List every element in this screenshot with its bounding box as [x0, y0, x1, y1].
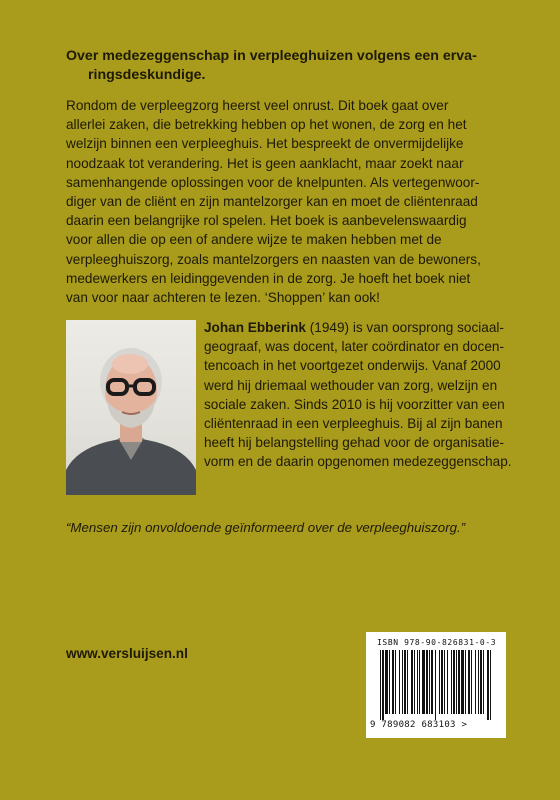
blurb-line: Rondom de verpleegzorg heerst veel onrust. Dit boek gaat over: [66, 98, 449, 113]
barcode-bar: [478, 650, 479, 714]
barcode-bar: [456, 650, 457, 714]
bio-line: vorm en de daarin opgenomen medezeggenschap.: [204, 454, 512, 470]
barcode-digits: 9 789082 683103 >: [370, 720, 468, 730]
barcode-bar: [471, 650, 472, 714]
barcode-bar: [402, 650, 403, 714]
barcode-bar: [480, 650, 482, 714]
barcode-bar: [451, 650, 452, 714]
barcode-bar: [382, 650, 384, 720]
isbn-number: ISBN 978-90-826831-0-3: [377, 638, 497, 647]
blurb-line: welzijn binnen een verpleeghuis. Het bespreekt de onvermijdelijke: [66, 136, 464, 152]
headline-line-1: Over medezeggenschap in verpleeghuizen volgens een erva-: [66, 48, 477, 64]
barcode-bar: [395, 650, 396, 714]
barcode-bar: [447, 650, 448, 714]
barcode-bar: [431, 650, 433, 714]
barcode-bar: [414, 650, 415, 714]
blurb-line: diger van de cliënt en zijn mantelzorger kan en moet de cliëntenraad: [66, 194, 478, 210]
barcode-bar: [461, 650, 464, 714]
barcode-bar: [392, 650, 394, 714]
barcode-bar: [411, 650, 413, 714]
barcode-bar: [407, 650, 408, 714]
pull-quote: “Mensen zijn onvoldoende geïnformeerd over de verpleeghuiszorg.”: [66, 520, 466, 535]
bio-first-line: [204, 318, 524, 337]
isbn-barcode: [366, 632, 506, 738]
author-bio: [204, 318, 524, 472]
blurb-line: noodzaak tot verandering. Het is geen aanklacht, maar zoekt naar: [66, 155, 464, 171]
blurb-line: medewerkers en leidinggevenden in de zorg. Je hoeft het boek niet: [66, 270, 471, 286]
blurb-line: voor allen die op een of andere wijze te maken hebben met de: [66, 232, 442, 248]
barcode-bar: [453, 650, 455, 714]
barcode-bar: [426, 650, 428, 714]
author-portrait-illustration: [66, 320, 196, 495]
barcode-bar: [441, 650, 443, 714]
headline: [66, 47, 518, 85]
blurb-line: verpleeghuiszorg, zoals mantelzorgers en naasten van de bewoners,: [66, 251, 481, 267]
barcode-bar: [444, 650, 445, 714]
barcode-bar: [429, 650, 430, 714]
blurb-line: samenhangende oplossingen voor de knelpunten. Als vertegenwoor-: [66, 174, 480, 190]
barcode-bar: [483, 650, 484, 714]
barcode-bar: [465, 650, 466, 714]
headline-line-2: ringsdeskundige.: [88, 67, 206, 83]
barcode-bars: [380, 650, 492, 720]
barcode-bar: [419, 650, 420, 714]
barcode-bar: [475, 650, 476, 714]
barcode-bar: [458, 650, 460, 714]
barcode-bar: [417, 650, 418, 714]
barcode-bar: [385, 650, 388, 714]
blurb-line: van voor naar achteren te lezen. ‘Shoppen’ kan ook!: [66, 290, 380, 306]
bio-line: (1949) is van oorsprong sociaal-: [305, 320, 504, 335]
barcode-bar: [435, 650, 436, 720]
bio-line: sociale zaken. Sinds 2010 is hij voorzitter van een: [204, 396, 505, 412]
blurb-text: [66, 96, 526, 307]
bio-line: tencoach in het voortgezet onderwijs. Vanaf 2000: [204, 358, 501, 374]
blurb-line: daarin een belangrijke rol spelen. Het boek is aanbevelenswaardig: [66, 213, 467, 229]
barcode-bar: [404, 650, 406, 714]
barcode-bar: [487, 650, 489, 720]
publisher-website: www.versluijsen.nl: [66, 646, 188, 661]
barcode-bar: [439, 650, 440, 714]
blurb-line: allerlei zaken, die betrekking hebben op het wonen, de zorg en het: [66, 117, 467, 133]
barcode-bar: [468, 650, 470, 714]
bio-line: werd hij driemaal wethouder van zorg, welzijn en: [204, 377, 498, 393]
bio-line: cliëntenraad in een verpleeghuis. Bij al zijn banen: [204, 416, 503, 432]
barcode-bar: [490, 650, 491, 720]
author-name: Johan Ebberink: [204, 320, 306, 335]
bio-line: geograaf, was docent, later coördinator en docen-: [204, 339, 505, 355]
barcode-bar: [399, 650, 400, 714]
barcode-bar: [422, 650, 425, 714]
barcode-bar: [380, 650, 381, 720]
barcode-bar: [389, 650, 390, 714]
bio-line: heeft hij belangstelling gehad voor de organisatie-: [204, 435, 505, 451]
author-photo: [66, 320, 196, 495]
